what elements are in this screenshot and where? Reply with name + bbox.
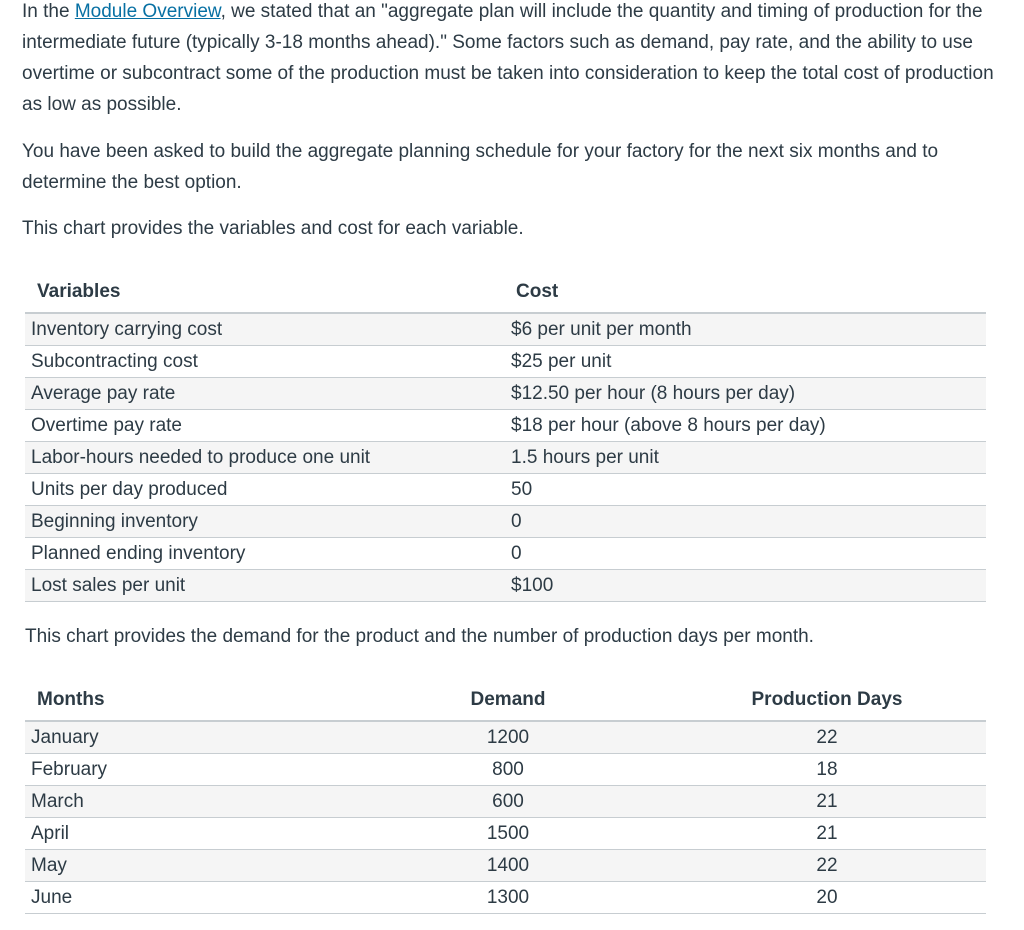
intro-suffix: , we stated that an "aggregate plan will include the quantity and timing of production for the intermediate future (typically 3-18 months ahead)." Some factors such as demand, pay rate, and the ability to use overtime or subcontract some of the production must be taken into consideration to keep the total cost of production as low as possible. — [22, 1, 994, 115]
table-row — [25, 538, 986, 570]
table-row — [25, 378, 986, 410]
month-cell: February — [31, 759, 108, 780]
demand-cell: 1300 — [486, 887, 530, 908]
table-row — [25, 722, 986, 754]
cost-cell: $18 per hour (above 8 hours per day) — [511, 415, 826, 436]
variable-cell: Units per day produced — [31, 479, 228, 500]
table-row — [25, 850, 986, 882]
chart2-caption: This chart provides the demand for the product and the number of production days per month. — [25, 626, 814, 647]
demand-cell: 1400 — [486, 855, 530, 876]
table-row — [25, 346, 986, 378]
variables-table-header — [25, 276, 986, 314]
variable-cell: Average pay rate — [31, 383, 176, 404]
production-days-cell: 22 — [816, 727, 838, 748]
variable-cell: Planned ending inventory — [31, 543, 246, 564]
production-days-cell: 20 — [816, 887, 838, 908]
module-overview-link[interactable]: Module Overview — [74, 1, 221, 22]
variable-cell: Beginning inventory — [31, 511, 198, 532]
task-paragraph: You have been asked to build the aggregate planning schedule for your factory for the next six months and to determine the best option. — [22, 141, 939, 193]
table-row — [25, 314, 986, 346]
cost-cell: $25 per unit — [511, 351, 612, 372]
month-cell: January — [31, 727, 99, 748]
cost-cell: $12.50 per hour (8 hours per day) — [511, 383, 796, 404]
variable-cell: Labor-hours needed to produce one unit — [31, 447, 371, 468]
demand-table — [25, 684, 986, 914]
production-days-cell: 21 — [816, 791, 838, 812]
demand-cell: 1500 — [486, 823, 530, 844]
variable-cell: Inventory carrying cost — [31, 319, 223, 340]
demand-cell: 800 — [492, 759, 524, 780]
month-cell: March — [31, 791, 84, 812]
table-row — [25, 818, 986, 850]
variable-cell: Subcontracting cost — [31, 351, 198, 372]
table-row — [25, 754, 986, 786]
production-days-cell: 22 — [816, 855, 838, 876]
header-variables: Variables — [37, 281, 121, 302]
variable-cell: Overtime pay rate — [31, 415, 182, 436]
intro-prefix: In the — [22, 1, 75, 22]
table-row — [25, 410, 986, 442]
header-production-days: Production Days — [751, 689, 903, 710]
chart1-caption: This chart provides the variables and cost for each variable. — [22, 218, 524, 239]
cost-cell: 0 — [511, 543, 522, 564]
intro-paragraph — [22, 0, 997, 120]
table-row — [25, 442, 986, 474]
month-cell: May — [31, 855, 67, 876]
month-cell: June — [31, 887, 73, 908]
cost-cell: $100 — [511, 575, 554, 596]
variables-table — [25, 276, 986, 602]
table-row — [25, 570, 986, 602]
variables-table-body — [25, 314, 986, 602]
cost-cell: 50 — [511, 479, 533, 500]
table-row — [25, 506, 986, 538]
production-days-cell: 21 — [816, 823, 838, 844]
header-cost: Cost — [516, 281, 559, 302]
header-months: Months — [37, 689, 105, 710]
table-row — [25, 882, 986, 914]
cost-cell: $6 per unit per month — [511, 319, 692, 340]
table-row — [25, 474, 986, 506]
demand-table-header — [25, 684, 986, 722]
production-days-cell: 18 — [816, 759, 838, 780]
cost-cell: 0 — [511, 511, 522, 532]
table-row — [25, 786, 986, 818]
variable-cell: Lost sales per unit — [31, 575, 186, 596]
demand-cell: 600 — [492, 791, 524, 812]
month-cell: April — [31, 823, 70, 844]
cost-cell: 1.5 hours per unit — [511, 447, 659, 468]
demand-cell: 1200 — [486, 727, 530, 748]
demand-table-body — [25, 722, 986, 914]
header-demand: Demand — [470, 689, 546, 710]
